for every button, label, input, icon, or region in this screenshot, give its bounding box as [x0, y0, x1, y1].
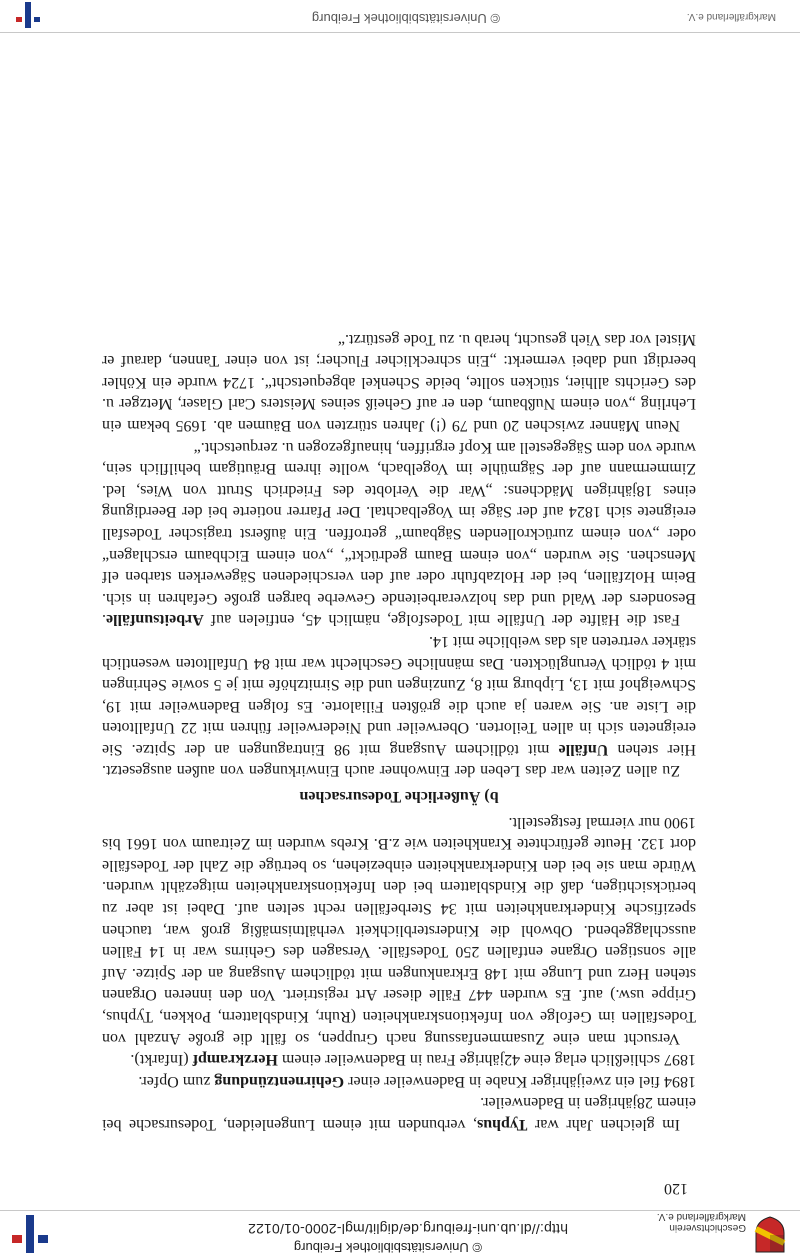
- university-logo-icon: [752, 1215, 788, 1255]
- paragraph-accidents: Zu allen Zeiten war das Leben der Einwohner auch Einwirkungen von außen ausgesetzt. Hier stehen Unfälle mit tödlichem Ausgang mit 98 Eintragungen an der Spitze. Sie ereigneten sich in allen Teilorten. Oberweiler und Niederweiler führen mit 22 Unfalltoten die Liste an. Sie waren ja auch die größten Filialorte. Es folgen Badenweiler mit 19, Schweighof mit 13, Lipburg mit 8, Zunzingen und die Sirnitzhöfe mit je 5 sowie Sehringen mit 4 tödlich Verunglückten. Das männliche Geschlecht war mit 84 Unfalltoten wesentlich stärker vertreten als das weibliche mit 14.: [102, 632, 696, 780]
- paragraph-work-accidents: Fast die Hälfte der Unfälle mit Todesfolge, nämlich 45, entfielen auf Arbeitsunfälle. Besonders der Wald und das holzverarbeitende Gewerbe bargen große Gefahren in sich. Beim Holzfällen, bei der Holzabfuhr oder auf den verschiedenen Sägewerken starben elf Menschen. Sie wurden „von einem Baum gedrückt“, „von einem Eichbaum erschlagen“ oder „von einem zurückrollenden Sägbaum“ getroffen. Ein äußerst tragischer Todesfall ereignete sich 1824 auf der Säge im Vogelbachtal. Der Pfarrer notierte bei der Beerdigung eines 18jährigen Mädchens: „War die Verlobte des Friedrich Strutt von Wies, led. Zimmermann auf der Sägmühle im Vogelbach, wollte ihrem Bräutigam behilflich sein, wurde von dem Sägegestell am Kopf ergriffen, hinaufgezogen u. zerquetscht.“: [102, 438, 696, 629]
- paragraph-typhus: Im gleichen Jahr war Typhus, verbunden mit einem Lungenleiden, Todesursache bei einem 28jährigen in Badenweiler.: [101, 1094, 696, 1133]
- bold-term: Arbeitsunfälle: [106, 611, 204, 629]
- viewer-header: [0, 1210, 800, 1259]
- viewer-footer: [0, 0, 800, 33]
- bold-term: Gehirnentzündung: [214, 1072, 345, 1090]
- footer-copyright: © Universitätsbibliothek Freiburg: [311, 11, 500, 26]
- copyright-notice: © Universitätsbibliothek Freiburg: [293, 1240, 482, 1255]
- paragraph-falls: Neun Männer zwischen 20 und 79 (!) Jahren stürzten von Bäumen ab. 1695 bekam ein Lehrling „von einem Nußbaum, den er auf Geheiß seines Meisters Carl Glaser, Metzger u. des Gerichts allhier, stücken sollte, beide Schenkel abgequetscht“. 1724 wurde ein Köhler beerdigt und dabei vermerkt: „Ein schrecklicher Flucher; ist von einer Tannen, darauf er Mistel vor das Vieh gesucht, herab u. zu Tode gestürzt.“: [102, 330, 696, 434]
- bold-term: Unfälle: [558, 740, 609, 758]
- bold-term: Typhus: [477, 1116, 528, 1133]
- brand-line-1: Geschichtsverein: [669, 1222, 746, 1233]
- brand-line-2: Markgräflerland e.V.: [656, 1211, 746, 1222]
- section-heading: b) Äußerliche Todesursachen: [299, 788, 499, 806]
- brand-text: [657, 1211, 746, 1233]
- paragraph-summary: Versucht man eine Zusammenfassung nach Gruppen, so fällt die große Anzahl von Todesfällen im Gefolge von Infektionskrankheiten (Ruhr, Kindsblattern, Pokken, Typhus, Grippe usw.) auf. Es wurden 447 Fälle dieser Art registriert. Von den inneren Organen stehen Herz und Lunge mit 148 Erkrankungen mit tödlichem Ausgang an der Spitze. Auf alle sonstigen Organe entfallen 250 Todesfälle. Versagen des Gehirns war in 14 Fällen ausschlaggebend. Obwohl die Kindersterblichkeit verhältnismäßig groß war, tauchen spezifische Kinderkrankheiten mit 34 Sterbefällen recht selten auf. Dabei ist aber zu berücksichtigen, daß die Kindsblattern bei den Infektionskrankheiten mitgezählt wurden. Würde man sie bei den Kinderkrankheiten einbeziehen, so betrüge die Zahl der Todesfälle dort 132. Heute gefürchtete Krankheiten wie z.B. Krebs wurden im Zeitraum von 1661 bis 1900 nur viermal festgestellt.: [102, 813, 696, 1047]
- entry-1897: 1897 schließlich erlag eine 42jährige Frau in Badenweiler einem Herzkrampf (Infarkt).: [130, 1051, 696, 1069]
- ub-freiburg-logo-icon: [12, 1215, 48, 1253]
- bold-term: Herzkrampf: [192, 1051, 278, 1069]
- footer-brand: Markgräflerland e.V.: [686, 11, 776, 22]
- page-number: 120: [664, 1180, 688, 1197]
- entry-1894: 1894 fiel ein zweijähriger Knabe in Badenweiler einer Gehirnentzündung zum Opfer.: [138, 1072, 696, 1090]
- footer-logo-icon: [16, 2, 40, 28]
- document-page: [102, 328, 696, 1199]
- permalink-url[interactable]: http://dl.ub.uni-freiburg.de/diglit/mgl-2000-01/0122: [247, 1221, 568, 1237]
